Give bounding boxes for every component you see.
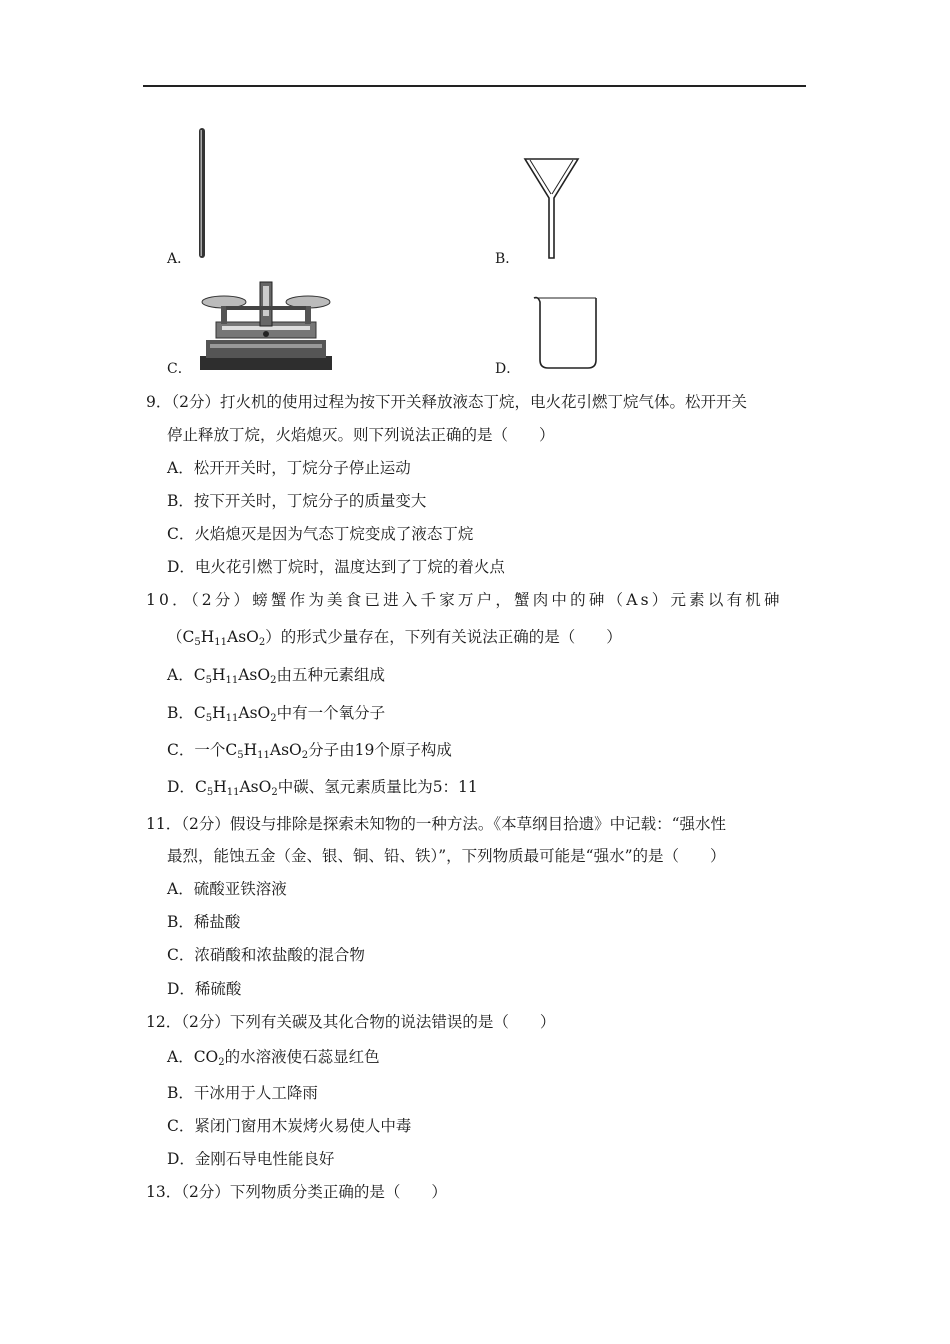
header-rule	[143, 85, 806, 87]
q10-option-c: C．一个$C_5H_{11}AsO_2$分子由19个原子构成	[167, 741, 452, 761]
q11-option-a: A．硫酸亚铁溶液	[167, 880, 287, 898]
option-a-label: A．	[167, 251, 192, 267]
q10-stem-line2: $(C_5H_{11}AsO_2)$的形式少量存在，下列有关说法正确的是（ ）	[167, 628, 622, 648]
q11-option-d: D．稀硫酸	[167, 980, 242, 998]
formula: $C_5H_{11}AsO_2$	[225, 741, 309, 761]
glass-rod-icon	[196, 126, 210, 260]
formula: $C_5H_{11}AsO_2$	[182, 628, 266, 648]
q12-option-d: D．金刚石导电性能良好	[167, 1150, 335, 1168]
q9-stem-line1: 9．（2分）打火机的使用过程为按下开关释放液态丁烷，电火花引燃丁烷气体。松开开关	[146, 393, 747, 411]
q12-option-a: A．$CO_2$的水溶液使石蕊显红色	[167, 1048, 380, 1068]
q10-option-b: B．$C_5H_{11}AsO_2$中有一个氧分子	[167, 704, 386, 724]
q12-option-c: C．紧闭门窗用木炭烤火易使人中毒	[167, 1117, 412, 1135]
q11-option-b: B．稀盐酸	[167, 913, 241, 931]
q12-option-b: B．干冰用于人工降雨	[167, 1084, 318, 1102]
q9-stem-line2: 停止释放丁烷，火焰熄灭。则下列说法正确的是（ ）	[167, 426, 555, 444]
q9-option-c: C．火焰熄灭是因为气态丁烷变成了液态丁烷	[167, 525, 474, 543]
q9-option-b: B．按下开关时，丁烷分子的质量变大	[167, 492, 427, 510]
q10-option-a: A．$C_5H_{11}AsO_2$由五种元素组成	[167, 666, 385, 686]
q12-stem-line1: 12．（2分）下列有关碳及其化合物的说法错误的是（ ）	[146, 1013, 556, 1031]
q9-option-d: D．电火花引燃丁烷时，温度达到了丁烷的着火点	[167, 558, 505, 576]
beaker-icon	[530, 294, 600, 372]
q10-option-d: D．$C_5H_{11}AsO_2$中碳、氢元素质量比为5：11	[167, 778, 478, 798]
formula: $C_5H_{11}AsO_2$	[194, 778, 278, 798]
funnel-icon	[522, 156, 582, 262]
option-c-label: C．	[167, 361, 192, 377]
q9-option-a: A．松开开关时，丁烷分子停止运动	[167, 459, 411, 477]
q11-stem-line1: 11．（2分）假设与排除是探索未知物的一种方法。《本草纲目拾遗》中记载：“强水性	[146, 815, 727, 833]
option-d-label: D．	[495, 361, 521, 377]
q11-option-c: C．浓硝酸和浓盐酸的混合物	[167, 946, 365, 964]
q11-stem-line2: 最烈，能蚀五金（金、银、铜、铅、铁）”，下列物质最可能是“强水”的是（ ）	[167, 847, 726, 865]
formula: $C_5H_{11}AsO_2$	[193, 704, 277, 724]
q10-stem-line1: 10．（2分）螃蟹作为美食已进入千家万户，蟹肉中的砷（As）元素以有机砷	[146, 591, 783, 609]
option-b-label: B．	[495, 251, 520, 267]
formula: $C_5H_{11}AsO_2$	[193, 666, 277, 686]
balance-scale-icon	[196, 278, 336, 372]
q13-stem-line1: 13．（2分）下列物质分类正确的是（ ）	[146, 1183, 447, 1201]
